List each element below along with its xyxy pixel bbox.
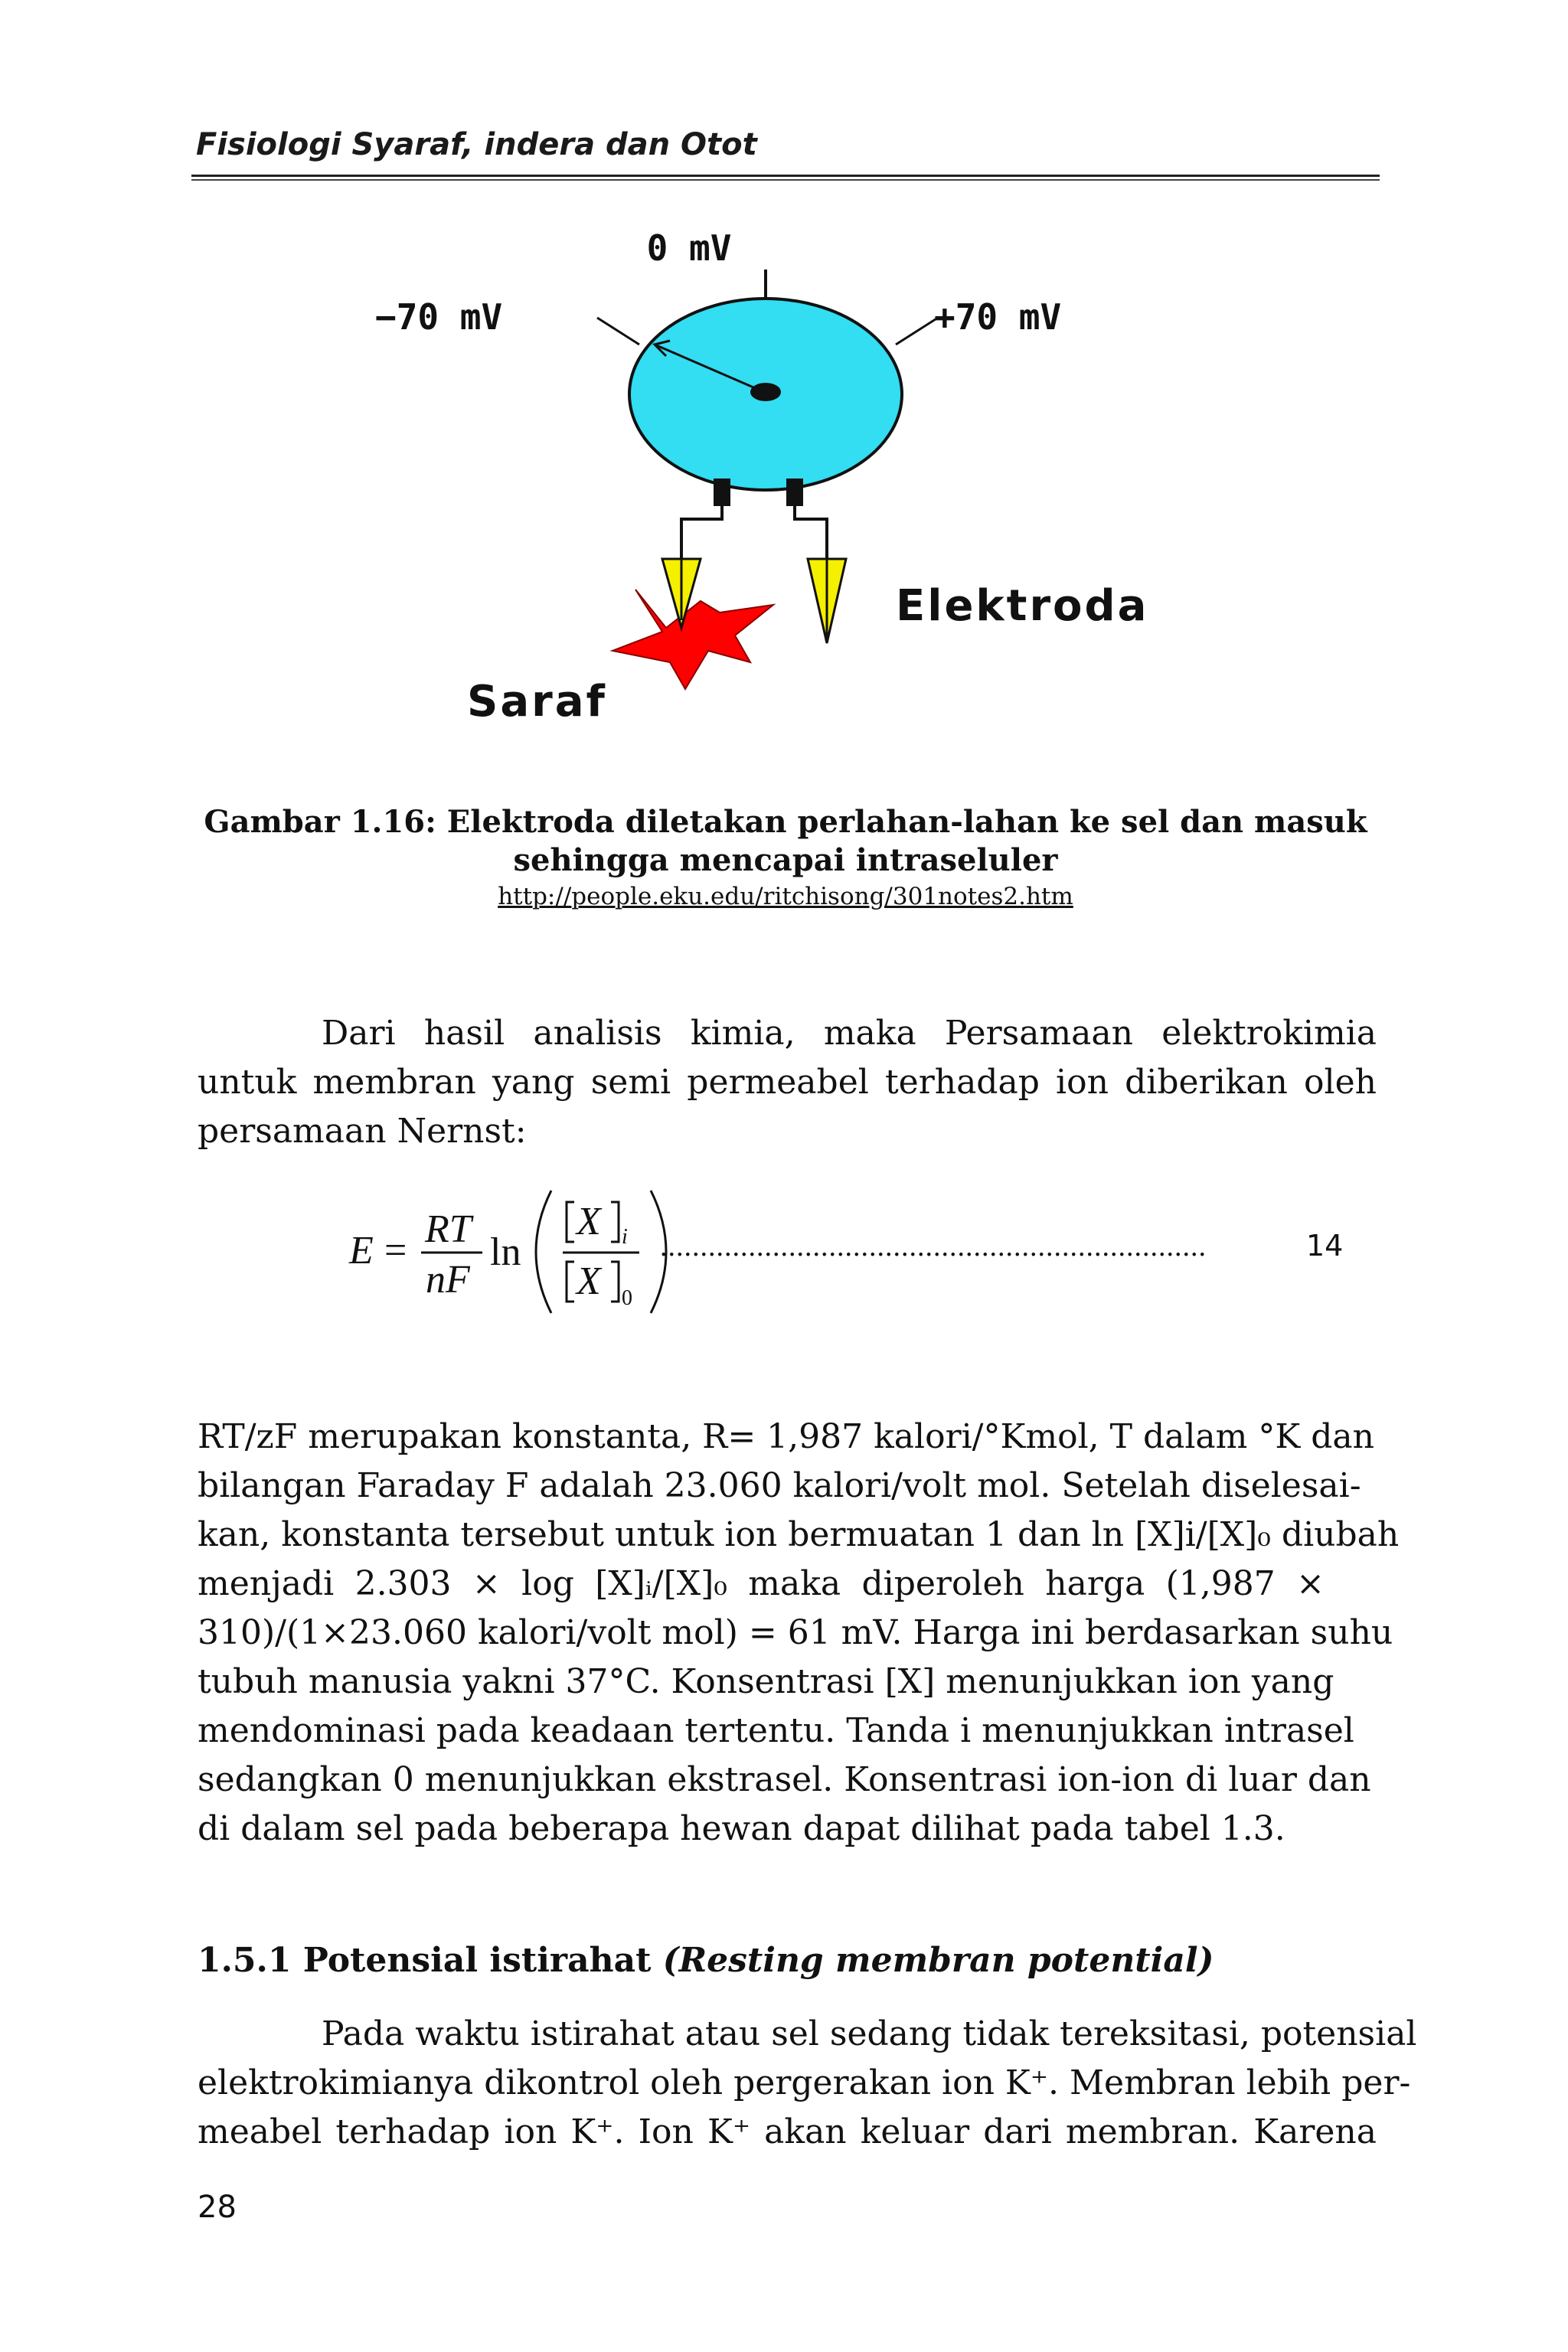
body-line: sedangkan 0 menunjukkan ekstrasel. Konsentrasi ion-ion di luar dan <box>198 1760 1371 1799</box>
section-heading <box>198 1941 1214 1980</box>
terminal-right <box>786 479 803 506</box>
body-line: RT/zF merupakan konstanta, R= 1,987 kalori/°Kmol, T dalam °K dan <box>198 1417 1374 1456</box>
wire-right <box>795 506 827 559</box>
header-rule <box>191 175 1380 181</box>
eq-bottom-conc: X <box>577 1259 601 1303</box>
label-zero-mv: 0 mV <box>646 227 732 269</box>
section-line: elektrokimianya dikontrol oleh pergerakan ion K⁺. Membran lebih per- <box>198 2063 1411 2102</box>
eq-ln: ln <box>490 1230 521 1274</box>
wire-left <box>681 506 722 559</box>
label-minus-70: −70 mV <box>375 296 503 338</box>
electrode-right <box>808 559 846 643</box>
body-line: bilangan Faraday F adalah 23.060 kalori/volt mol. Setelah diselesai- <box>198 1466 1361 1505</box>
section-line: Pada waktu istirahat atau sel sedang tidak tereksitasi, potensial <box>322 2014 1417 2053</box>
body-line: menjadi 2.303 × log [X]ᵢ/[X]₀ maka diperoleh harga (1,987 × <box>198 1564 1325 1603</box>
eq-bottom-sub: 0 <box>622 1286 632 1310</box>
equation-number: 14 <box>1306 1229 1344 1263</box>
needle-pivot <box>750 383 781 401</box>
section-heading-italic: (Resting membran potential) <box>662 1941 1214 1980</box>
body-line: mendominasi pada keadaan tertentu. Tanda i menunjukkan intrasel <box>198 1711 1354 1750</box>
body-line: 310)/(1×23.060 kalori/volt mol) = 61 mV. Harga ini berdasarkan suhu <box>198 1613 1393 1652</box>
figure-caption-line-2: sehingga mencapai intraseluler <box>513 842 1058 878</box>
eq-numerator: RT <box>425 1207 472 1251</box>
eq-left-paren <box>536 1191 551 1313</box>
plus-leader <box>896 318 938 345</box>
eq-bracket-bottom-right <box>611 1262 619 1302</box>
eq-lhs: E <box>349 1229 374 1272</box>
running-head: Fisiologi Syaraf, indera dan Otot <box>196 127 757 162</box>
figure-caption-line-1: Gambar 1.16: Elektroda diletakan perlahan-lahan ke sel dan masuk <box>204 804 1367 840</box>
section-heading-number: 1.5.1 Potensial istirahat <box>198 1941 663 1980</box>
minus-leader <box>597 318 639 345</box>
label-plus-70: +70 mV <box>934 296 1062 338</box>
eq-top-conc: X <box>577 1200 601 1243</box>
nernst-equation <box>345 1179 1355 1325</box>
terminal-left <box>714 479 730 506</box>
eq-bracket-top-left <box>567 1202 574 1242</box>
figure-source-link[interactable]: http://people.eku.edu/ritchisong/301notes2.htm <box>498 883 1073 910</box>
section-paragraph <box>198 2010 1417 2157</box>
page-number: 28 <box>198 2190 237 2225</box>
nerve-cell <box>612 590 773 689</box>
body-line: kan, konstanta tersebut untuk ion bermuatan 1 dan ln [X]i/[X]₀ diubah <box>198 1515 1400 1554</box>
eq-bracket-top-right <box>611 1202 619 1242</box>
section-line: meabel terhadap ion K⁺. Ion K⁺ akan keluar dari membran. Karena <box>198 2112 1377 2151</box>
intro-paragraph: Dari hasil analisis kimia, maka Persamaan elektrokimia untuk membran yang semi permeabel terhadap ion diberikan oleh persamaan Nernst: <box>198 1014 1377 1151</box>
eq-denominator: nF <box>426 1258 470 1302</box>
label-electrode: Elektroda <box>896 581 1149 631</box>
body-paragraph <box>198 1413 1400 1854</box>
eq-equals: = <box>384 1229 407 1272</box>
eq-top-sub: i <box>622 1225 628 1249</box>
label-nerve: Saraf <box>467 677 607 727</box>
eq-leader-dots: .................................................................... <box>660 1230 1207 1263</box>
eq-bracket-bottom-left <box>567 1262 574 1302</box>
body-line: tubuh manusia yakni 37°C. Konsentrasi [X] menunjukkan ion yang <box>198 1662 1334 1701</box>
electrode-figure <box>360 222 1225 743</box>
body-line: di dalam sel pada beberapa hewan dapat dilihat pada tabel 1.3. <box>198 1809 1285 1848</box>
